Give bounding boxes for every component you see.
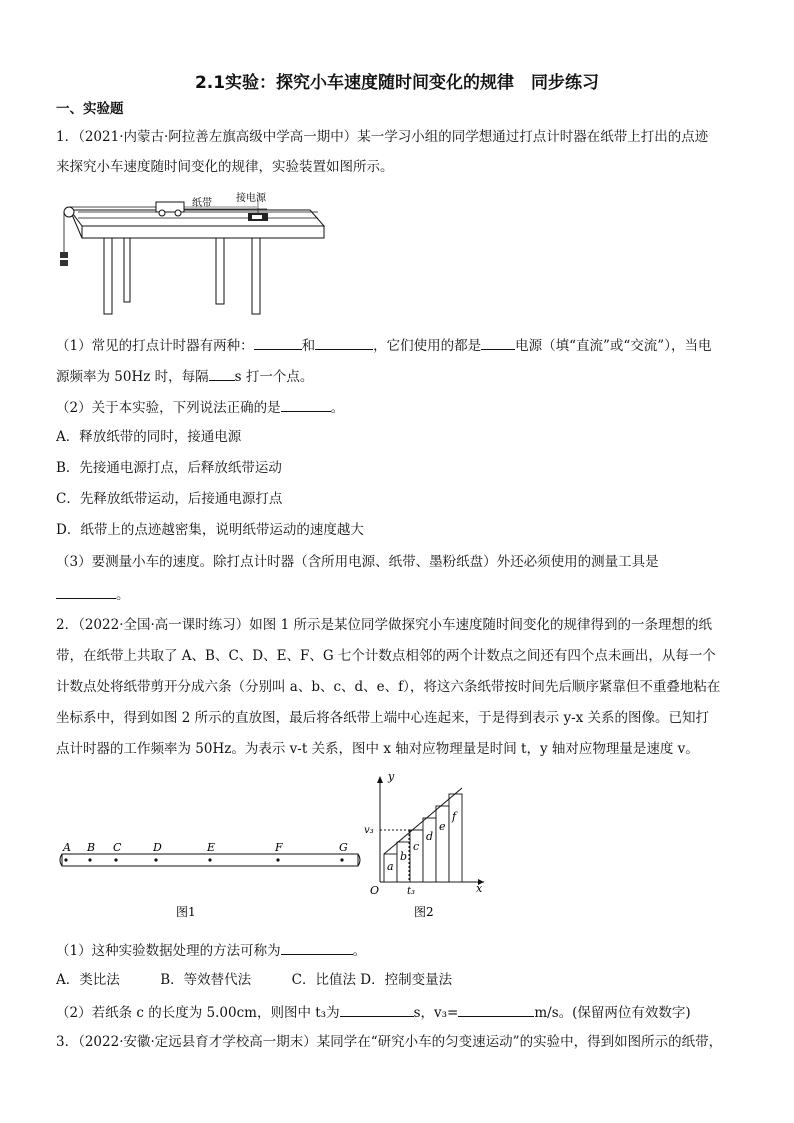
- tape-point-C: [114, 858, 117, 861]
- answer-blank[interactable]: [254, 335, 302, 350]
- pulley: [64, 207, 74, 217]
- q2-stem-line: 计数点处将纸带剪开分成六条（分别叫 a、b、c、d、e、f），将这六条纸带按时间先后顺序紧靠但不重叠地粘在: [56, 679, 721, 695]
- table-front: [82, 226, 324, 238]
- fig1-caption: 图1: [176, 905, 196, 919]
- strip-f: [449, 794, 462, 882]
- origin-label: O: [370, 884, 380, 897]
- table-leg: [252, 238, 260, 314]
- answer-blank[interactable]: [481, 335, 515, 350]
- q1-option[interactable]: C．先释放纸带运动，后接通电源打点: [56, 491, 283, 507]
- v3-label: v₃: [364, 825, 374, 836]
- tape-point-E: [208, 858, 211, 861]
- fig2-caption: 图2: [414, 905, 434, 919]
- power-label: 接电源: [236, 193, 266, 204]
- table-leg: [216, 238, 224, 304]
- q1-option[interactable]: D．纸带上的点迹越密集，说明纸带运动的速度越大: [56, 522, 364, 538]
- q2-stem-line: 2．（2022·全国·高一课时练习）如图 1 所示是某位同学做探究小车速度随时间变化的规律得到的一条理想的纸: [56, 617, 712, 633]
- q1-part2: （2）关于本实验，下列说法正确的是 。: [56, 397, 344, 417]
- tape-point-D: [154, 858, 157, 861]
- tape-point-G: [340, 858, 343, 861]
- tape-point-label: C: [113, 841, 122, 854]
- strip-label: e: [439, 820, 446, 833]
- hanging-weight: [60, 252, 68, 258]
- strip-label: c: [413, 840, 420, 853]
- tape-point-label: D: [153, 841, 162, 854]
- q1-part1-line2: 源频率为 50Hz 时，每隔 s 打一个点。: [56, 366, 313, 386]
- answer-blank[interactable]: [281, 397, 331, 412]
- q1-option[interactable]: A．释放纸带的同时，接通电源: [56, 429, 242, 445]
- q1-part3: （3）要测量小车的速度。除打点计时器（含所用电源、纸带、墨粉纸盘）外还必须使用的测量工具是: [56, 554, 659, 570]
- tape-label: 纸带: [192, 198, 212, 209]
- tape-point-B: [88, 858, 91, 861]
- q2-stem-line: 坐标系中，得到如图 2 所示的直放图，最后将各纸带上端中心连起来，于是得到表示 y-x 关系的图像。已知打: [56, 710, 710, 726]
- tape-point-A: [64, 858, 67, 861]
- tape-point-label: G: [339, 841, 348, 854]
- answer-blank[interactable]: [340, 1002, 414, 1017]
- tape-point-F: [276, 858, 279, 861]
- q1-option[interactable]: B．先接通电源打点，后释放纸带运动: [56, 460, 282, 476]
- q2-figure2-graph: [362, 770, 492, 920]
- y-axis-label: y: [388, 770, 395, 783]
- answer-blank[interactable]: [56, 584, 116, 599]
- q1-part1-line1: （1）常见的打点计时器有两种： 和 ，它们使用的都是 电源（填“直流”或“交流”），当电: [56, 335, 711, 355]
- table-leg: [124, 238, 130, 302]
- x-axis-label: x: [476, 882, 483, 895]
- q2-stem-line: 带，在纸带上共取了 A、B、C、D、E、F、G 七个计数点相邻的两个计数点之间还有四个点未画出，从每一个: [56, 648, 716, 664]
- answer-blank[interactable]: [209, 366, 235, 381]
- strip-label: b: [400, 850, 408, 863]
- answer-blank[interactable]: [281, 940, 353, 955]
- table-leg: [104, 238, 112, 314]
- tape-point-label: B: [87, 841, 96, 854]
- strip-c: [410, 830, 423, 882]
- q2-part1: （1）这种实验数据处理的方法可称为 。: [56, 940, 366, 960]
- section-heading: 一、实验题: [56, 101, 124, 117]
- strip-label: f: [452, 810, 457, 823]
- tape-point-label: F: [275, 841, 283, 854]
- q1-apparatus-figure: [52, 188, 332, 320]
- answer-blank[interactable]: [315, 335, 373, 350]
- q1-stem-line1: 1．（2021·内蒙古·阿拉善左旗高级中学高一期中）某一学习小组的同学想通过打点计时器在纸带上打出的点迹: [56, 129, 709, 145]
- answer-blank[interactable]: [458, 1002, 534, 1017]
- page-title: 2.1实验：探究小车速度随时间变化的规律 同步练习: [194, 73, 600, 93]
- q1-part3-answer: 。: [56, 584, 130, 604]
- strip-label: d: [426, 830, 434, 843]
- q2-figure1-tape: [58, 836, 363, 922]
- q2-options[interactable]: A．类比法 B．等效替代法 C．比值法 D．控制变量法: [56, 972, 453, 988]
- q2-part2: （2）若纸条 c 的长度为 5.00cm，则图中 t₃为 s，v₃= m/s。(保留两位有效数字): [56, 1002, 691, 1022]
- q2-stem-line: 点计时器的工作频率为 50Hz。为表示 v-t 关系，图中 x 轴对应物理量是时间 t，y 轴对应物理量是速度 v。: [56, 741, 699, 757]
- t3-label: t₃: [407, 886, 416, 897]
- strip-d: [423, 818, 436, 882]
- q1-stem-line2: 来探究小车速度随时间变化的规律，实验装置如图所示。: [56, 159, 394, 175]
- tape-point-label: E: [207, 841, 216, 854]
- strip-label: a: [387, 860, 394, 873]
- tape-point-label: A: [63, 841, 71, 854]
- q3-stem-line1: 3．（2022·安徽·定远县育才学校高一期末）某同学在“研究小车的匀变速运动”的实验中，得到如图所示的纸带，: [56, 1034, 723, 1050]
- strip-e: [436, 806, 449, 882]
